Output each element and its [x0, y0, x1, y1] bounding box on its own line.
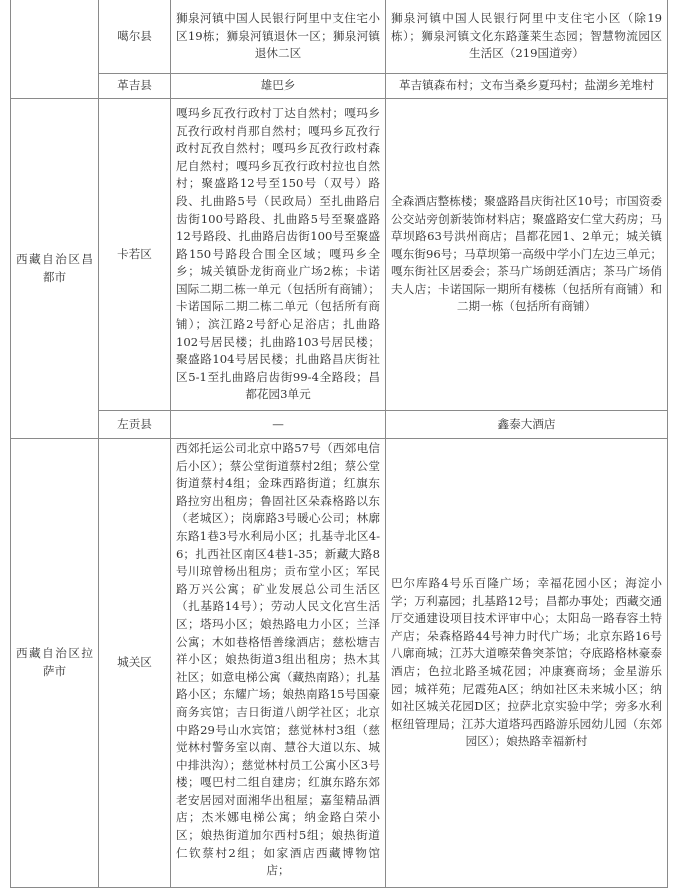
city-cell-lhasa — [10, 438, 99, 888]
city-cell-changdu — [10, 98, 99, 439]
county-cell — [98, 410, 171, 439]
area-cell — [385, 73, 668, 99]
area-text: — — [272, 416, 284, 431]
county-label: 卡若区 — [117, 246, 152, 261]
area-text: 全森酒店整栋楼；聚盛路昌庆街社区10号；市国资委公交站旁创新装饰材料店；聚盛路安仁堂大药房；马草坝路63号洪州商店；昌都花园1、2单元；城关镇嘎东街96号；马草坝第一高级中学小门左边三单元；嘎东街社区居委会；茶马广场朗廷酒店；茶马广场俏夫人店；卡诺国际一期所有楼栋（包括所有商铺）和二期一栋（包括所有商铺） — [391, 193, 662, 314]
area-cell — [385, 98, 668, 411]
city-label: 西藏自治区昌都市 — [16, 251, 93, 284]
area-cell — [385, 410, 668, 439]
area-cell — [170, 410, 386, 439]
county-label: 城关区 — [117, 655, 152, 670]
county-cell — [98, 73, 171, 99]
county-label: 革吉县 — [117, 78, 152, 93]
area-cell — [385, 438, 668, 888]
area-cell — [170, 438, 386, 888]
area-cell — [170, 98, 386, 411]
area-text: 嘎玛乡瓦孜行政村丁达自然村；嘎玛乡瓦孜行政村肖那自然村；嘎玛乡瓦孜行政村瓦孜自然村；嘎玛乡瓦孜行政村森尼自然村；嘎玛乡瓦孜行政村拉也自然村；聚盛路12号至150号（双号）路段、扎曲路5号（民政局）至扎曲路启齿街100号路段、扎曲路5号至聚盛路12号路段、扎曲路启齿街100号至聚盛路150号路段合围全区域；嘎玛乡全乡；城关镇卧龙街商业广场2栋；卡诺国际二期二栋一单元（包括所有商铺）；卡诺国际二期二栋二单元（包括所有商铺）；滨江路2号舒心足浴店；扎曲路102号居民楼；扎曲路103号居民楼；聚盛路104号居民楼；扎曲路昌庆街社区5-1至扎曲路启齿街99-4全路段；昌都花园3单元 — [176, 105, 380, 402]
area-text: 雄巴乡 — [260, 78, 296, 93]
area-text: 革吉镇森布村；文布当桑乡夏玛村；盐湖乡羌堆村 — [398, 78, 655, 93]
county-label: 左贡县 — [117, 416, 152, 431]
county-cell — [98, 438, 171, 888]
area-cell — [170, 0, 386, 74]
area-text: 鑫泰大酒店 — [497, 416, 556, 431]
area-cell — [385, 0, 668, 74]
area-text: 巴尔库路4号乐百隆广场；幸福花园小区；海淀小学；万利嘉园；扎基路12号；昌都办事处；西藏交通厅交通建设项目技术评审中心；太阳岛一路春容土特产店；朵森格路44号神力时代广场；北京东路16号八廓商城；江苏大道嚓荣鲁突茶馆；夺底路格林豪泰酒店；色拉北路圣城花园；冲康赛商场；金星游乐园；城祥苑；尼霞苑A区；纳如社区未来城小区；纳如社区城关花园D区；拉萨北京实验中学；旁多水利枢纽管理局；江苏大道塔玛西路游乐园幼儿园（东郊园区）；娘热路幸福新村 — [391, 576, 662, 749]
county-cell — [98, 0, 171, 74]
city-cell-top — [10, 0, 99, 99]
area-cell — [170, 73, 386, 99]
city-label: 西藏自治区拉萨市 — [16, 646, 93, 678]
area-text: 狮泉河镇中国人民银行阿里中支住宅小区19栋；狮泉河镇退休一区；狮泉河镇退休二区 — [176, 11, 380, 61]
county-cell — [98, 98, 171, 411]
area-text: 西郊托运公司北京中路57号（西郊电信后小区）；蔡公堂街道蔡村2组；蔡公堂街道蔡村4组；金珠西路街道；红旗东路拉穷出租房；鲁固社区朵森格路以东（老城区）；岗廓路3号暖心公司；林廓东路1巷3号水利局小区；扎基寺北区4-6；扎西社区南区4巷1-35；新藏大路8号川琼曾杨出租房；贡布堂小区；军民路万兴公寓；矿业发展总公司生活区（扎基路14号）；劳动人民文化宫生活区；塔玛小区；娘热路电力小区；兰泽公寓；木如巷格悟善缘酒店；慈松塘吉祥小区；娘热街道3组出租房；热木其社区；如意电梯公寓（藏热南路）；扎基路小区；东耀广场；娘热南路15号国豪商务宾馆；吉日街道八朗学社区；北京中路29号山水宾馆；慈觉林村3组（慈觉林村警务室以南、慧谷大道以东、城中排洪沟）；慈觉林村员工公寓小区3号楼；嘎巴村二组自建房；红旗东路东郊老安居园对面湘华出租屋；嘉玺精品酒店；杰米娜电梯公寓；纳金路白荣小区；娘热街道加尔西村5组；娘热街道仁钦蔡村2组；如家酒店西藏博物馆店； — [176, 441, 380, 878]
county-label: 噶尔县 — [117, 28, 152, 43]
area-text: 狮泉河镇中国人民银行阿里中支住宅小区（除19栋）；狮泉河镇文化东路蓬莱生态园；智慧物流园区生活区（219国道旁） — [391, 11, 662, 61]
